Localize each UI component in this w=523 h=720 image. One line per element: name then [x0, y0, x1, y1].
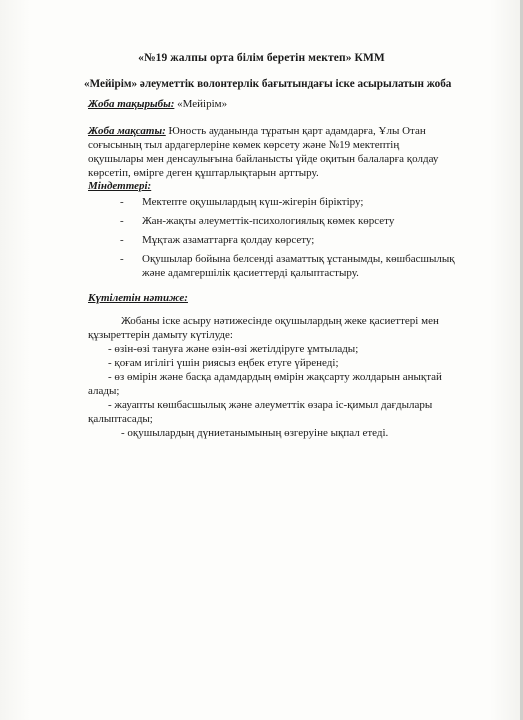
topic-value: «Мейірім» [174, 98, 228, 110]
result-bullet: - оқушылардың дүниетанымының өзгеруіне ықпал етеді. [121, 427, 389, 439]
result-intro-2: құзыреттерін дамыту күтілуде: [88, 329, 233, 341]
task-item [120, 196, 363, 209]
task-text: Оқушылар бойына белсенді азаматтық ұстанымды, көшбасшылық [142, 253, 455, 265]
task-text: Мектепте оқушылардың күш-жігерін біріктіру; [142, 196, 364, 208]
result-bullet-continuation: алады; [88, 385, 120, 397]
task-item-continuation: және адамгершілік қасиеттерді қалыптастыру. [142, 267, 359, 279]
task-dash: - [120, 215, 124, 227]
goal-text-1: Юность ауданында тұратын қарт адамдарға, Ұлы Отан [165, 125, 426, 137]
task-text: Жан-жақты әлеуметтік-психологиялық көмек көрсету [142, 215, 395, 227]
result-bullet: - қоғам игілігі үшін риясыз еңбек етуге үйренеді; [108, 357, 339, 369]
goal-line-1 [88, 125, 426, 138]
task-dash: - [120, 196, 124, 208]
task-item [120, 253, 455, 266]
tasks-label: Міндеттері: [88, 180, 152, 192]
result-intro-1: Жобаны іске асыру нәтижесінде оқушылардың жеке қасиеттері мен [121, 315, 439, 327]
document-subtitle: «Мейірім» әлеуметтік волонтерлік бағытындағы іске асырылатын жоба [84, 78, 452, 90]
topic-label: Жоба тақырыбы: [88, 98, 175, 110]
topic-line [88, 98, 227, 111]
goal-line-4: көрсетіп, өмірге деген құштарлықтарын арттыру. [88, 167, 319, 179]
document-title: «№19 жалпы орта білім беретін мектеп» КММ [138, 52, 385, 64]
goal-label: Жоба мақсаты: [88, 125, 166, 137]
task-dash: - [120, 253, 124, 265]
task-text: Мұқтаж азаматтарға қолдау көрсету; [142, 234, 315, 246]
result-label [88, 292, 188, 305]
task-item [120, 215, 394, 228]
task-dash: - [120, 234, 124, 246]
result-bullet: - өз өмірін және басқа адамдардың өмірін жақсарту жолдарын анықтай [108, 371, 442, 383]
result-bullet-continuation: қалыптасады; [88, 413, 153, 425]
result-bullet: - жауапты көшбасшылық және әлеуметтік өзара іс-қимыл дағдылары [108, 399, 433, 411]
task-item [120, 234, 314, 247]
goal-line-3: оқушылары мен денсаулығына байланысты үйде оқитын балаларға қолдау [88, 153, 439, 165]
goal-line-2: соғысының тыл ардагерлеріне көмек көрсету және №19 мектептің [88, 139, 400, 151]
result-label-text: Күтілетін нәтиже: [88, 292, 188, 304]
result-bullet: - өзін-өзі тануға және өзін-өзі жетілдіруге ұмтылады; [108, 343, 359, 355]
